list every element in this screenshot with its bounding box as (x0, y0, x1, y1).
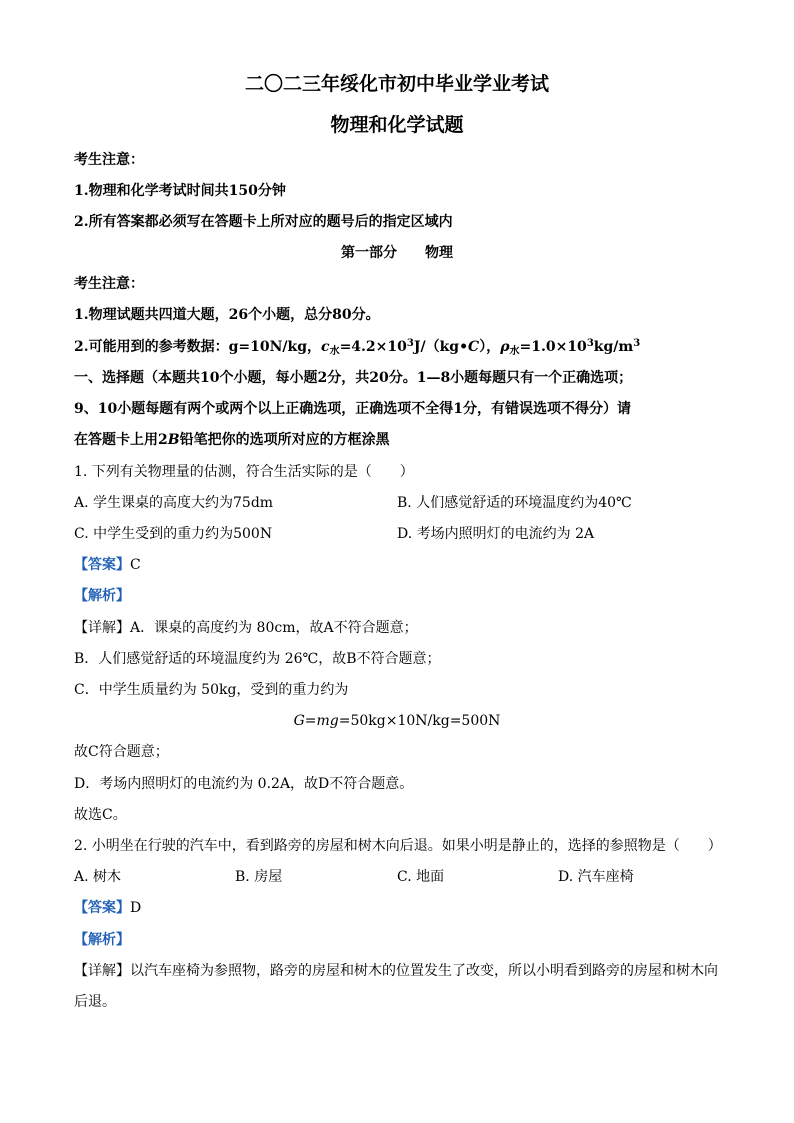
question-1-option-c: C. 中学生受到的重力约为500N (74, 526, 273, 542)
question-2-detail-line-2: 后退。 (74, 994, 116, 1010)
notice-item-2: 2.所有答案都必须写在答题卡上所对应的题号后的指定区域内 (74, 214, 453, 230)
question-1-detail-d: D．考场内照明灯的电流约为 0.2A，故D不符合题意。 (74, 776, 414, 792)
exam-subtitle: 物理和化学试题 (330, 114, 464, 136)
question-1-option-d: D. 考场内照明灯的电流约为 2A (397, 526, 595, 542)
question-1-detail-a: 【详解】A．课桌的高度约为 80cm，故A不符合题意； (74, 620, 418, 636)
section-instructions-line-3: 在答题卡上用2B铅笔把你的选项所对应的方框涂黑 (74, 432, 390, 448)
question-2-option-a: A. 树木 (74, 869, 122, 885)
exam-title: 二〇二三年绥化市初中毕业学业考试 (244, 73, 549, 95)
question-1-formula: G=mg=50kg×10N/kg=500N (293, 713, 501, 729)
notice-item-1: 1.物理和化学考试时间共150分钟 (74, 183, 286, 199)
question-1-detail-c: C．中学生质量约为 50kg，受到的重力约为 (74, 682, 349, 698)
question-1-option-b: B. 人们感觉舒适的环境温度约为40℃ (397, 495, 632, 511)
question-1-detail-c-conclusion: 故C符合题意； (74, 744, 169, 760)
question-1-option-a: A. 学生课桌的高度大约为75dm (74, 495, 274, 511)
question-1-analysis-tag: 【解析】 (74, 588, 130, 604)
physics-notice-heading: 考生注意： (74, 276, 144, 292)
part-heading: 第一部分 物理 (341, 245, 453, 261)
question-2-option-c: C. 地面 (397, 869, 445, 885)
question-2-option-d: D. 汽车座椅 (558, 869, 634, 885)
question-1-detail-b: B．人们感觉舒适的环境温度约为 26℃，故B不符合题意； (74, 651, 441, 667)
question-2-analysis-tag: 【解析】 (74, 932, 130, 948)
section-instructions-line-2: 9、10小题每题有两个或两个以上正确选项，正确选项不全得1分，有错误选项不得分）请 (74, 401, 631, 417)
physics-notice-item-2: 2.可能用到的参考数据：g=10N/kg，$c_水=4.2\times 10^3J/(kg•C)$，$\rho_水=1.0\times 10^3kg/m^3$ (74, 338, 641, 357)
notice-heading: 考生注意： (74, 152, 144, 168)
physics-notice-item-1: 1.物理试题共四道大题，26个小题，总分80分。 (74, 307, 380, 323)
question-2-detail-line-1: 【详解】以汽车座椅为参照物，路旁的房屋和树木的位置发生了改变，所以小明看到路旁的房屋和树木向 (74, 963, 718, 979)
section-instructions-line-1: 一、选择题（本题共10个小题，每小题2分，共20分。1—8小题每题只有一个正确选项； (74, 370, 633, 386)
question-1-stem: 1. 下列有关物理量的估测，符合生活实际的是（ ） (74, 464, 414, 480)
question-2-stem: 2. 小明坐在行驶的汽车中，看到路旁的房屋和树木向后退。如果小明是静止的，选择的参照物是（ ） (74, 838, 722, 854)
question-1-conclusion: 故选C。 (74, 807, 127, 823)
question-1-answer: 【答案】C (74, 557, 141, 573)
question-2-answer: 【答案】D (74, 900, 142, 916)
question-2-option-b: B. 房屋 (235, 869, 283, 885)
